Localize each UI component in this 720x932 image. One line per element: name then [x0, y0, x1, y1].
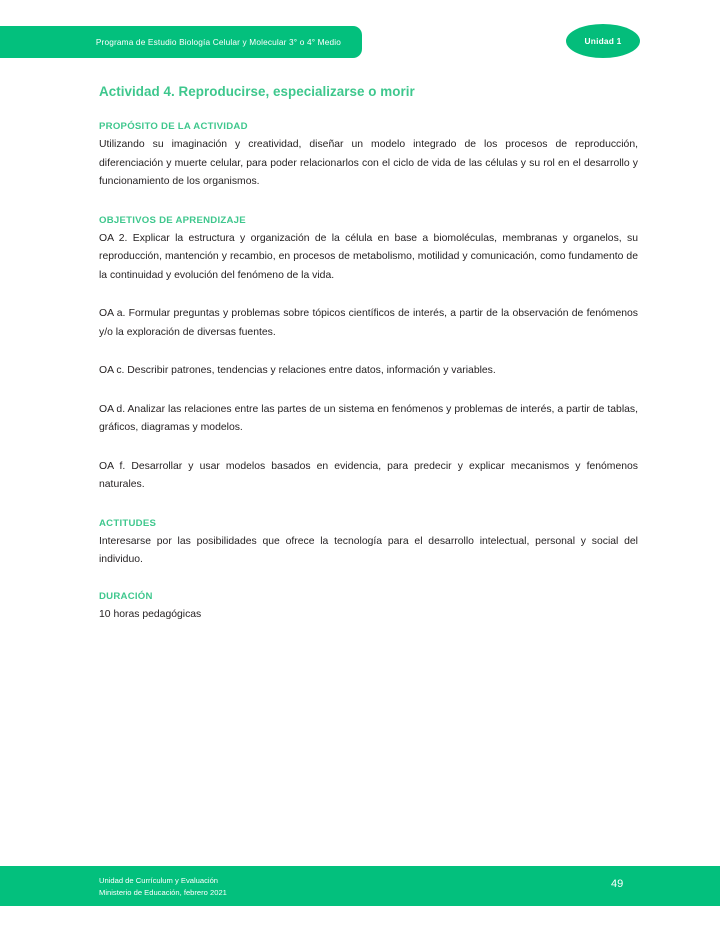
duracion-text: 10 horas pedagógicas: [99, 608, 202, 620]
section-label-objetivos: OBJETIVOS DE APRENDIZAJE: [99, 214, 246, 226]
unit-badge-label: Unidad 1: [584, 36, 622, 46]
section-proposito: [99, 121, 638, 192]
spacer: [99, 495, 638, 518]
footer-line-1: Unidad de Currículum y Evaluación: [99, 876, 219, 885]
section-label-actitudes: ACTITUDES: [99, 517, 157, 529]
proposito-text: Utilizando su imaginación y creatividad, diseñar un modelo integrado de los procesos de reproducción, diferenciación y muerte celular, para poder relacionarlos con el ciclo de vida de las células y su rol en el desarrollo y funcionamiento de los organismos.: [99, 139, 638, 188]
section-duracion: [99, 591, 638, 625]
activity-title: Actividad 4. Reproducirse, especializarse o morir: [99, 84, 415, 99]
section-objetivos: [99, 215, 638, 495]
objetivo-item: OA 2. Explicar la estructura y organización de la célula en base a biomoléculas, membranas y organelos, su reproducción, mantención y recambio, en procesos de metabolismo, motilidad y comunicación, como fundamento de la continuidad y evolución del fenómeno de la vida.: [99, 232, 638, 281]
page-header: [0, 26, 720, 58]
section-label-proposito: PROPÓSITO DE LA ACTIVIDAD: [99, 121, 248, 132]
page-footer: [0, 866, 720, 906]
footer-line-2: Ministerio de Educación, febrero 2021: [99, 887, 227, 897]
unit-badge: [566, 24, 640, 58]
spacer: [99, 570, 638, 591]
objetivo-item: OA c. Describir patrones, tendencias y relaciones entre datos, información y variables.: [99, 365, 496, 377]
document-body: [99, 84, 638, 624]
objetivo-item: OA f. Desarrollar y usar modelos basados en evidencia, para predecir y explicar mecanismos y fenómenos naturales.: [99, 460, 638, 491]
program-title-text: Programa de Estudio Biología Celular y Molecular 3° o 4° Medio: [95, 37, 341, 47]
objetivo-item: OA a. Formular preguntas y problemas sobre tópicos científicos de interés, a partir de la observación de fenómenos y/o la exploración de diversas fuentes.: [99, 308, 638, 338]
section-actitudes: [99, 518, 638, 570]
page-number: 49: [611, 878, 624, 890]
program-title-bar: [0, 26, 362, 58]
footer-institution: [99, 875, 227, 898]
spacer: [99, 192, 638, 215]
actitudes-text: Interesarse por las posibilidades que ofrece la tecnología para el desarrollo intelectual, personal y social del individuo.: [99, 535, 638, 566]
section-label-duracion: DURACIÓN: [99, 590, 153, 602]
objetivo-item: OA d. Analizar las relaciones entre las partes de un sistema en fenómenos y problemas de interés, a partir de tablas, gráficos, diagramas y modelos.: [99, 403, 638, 434]
